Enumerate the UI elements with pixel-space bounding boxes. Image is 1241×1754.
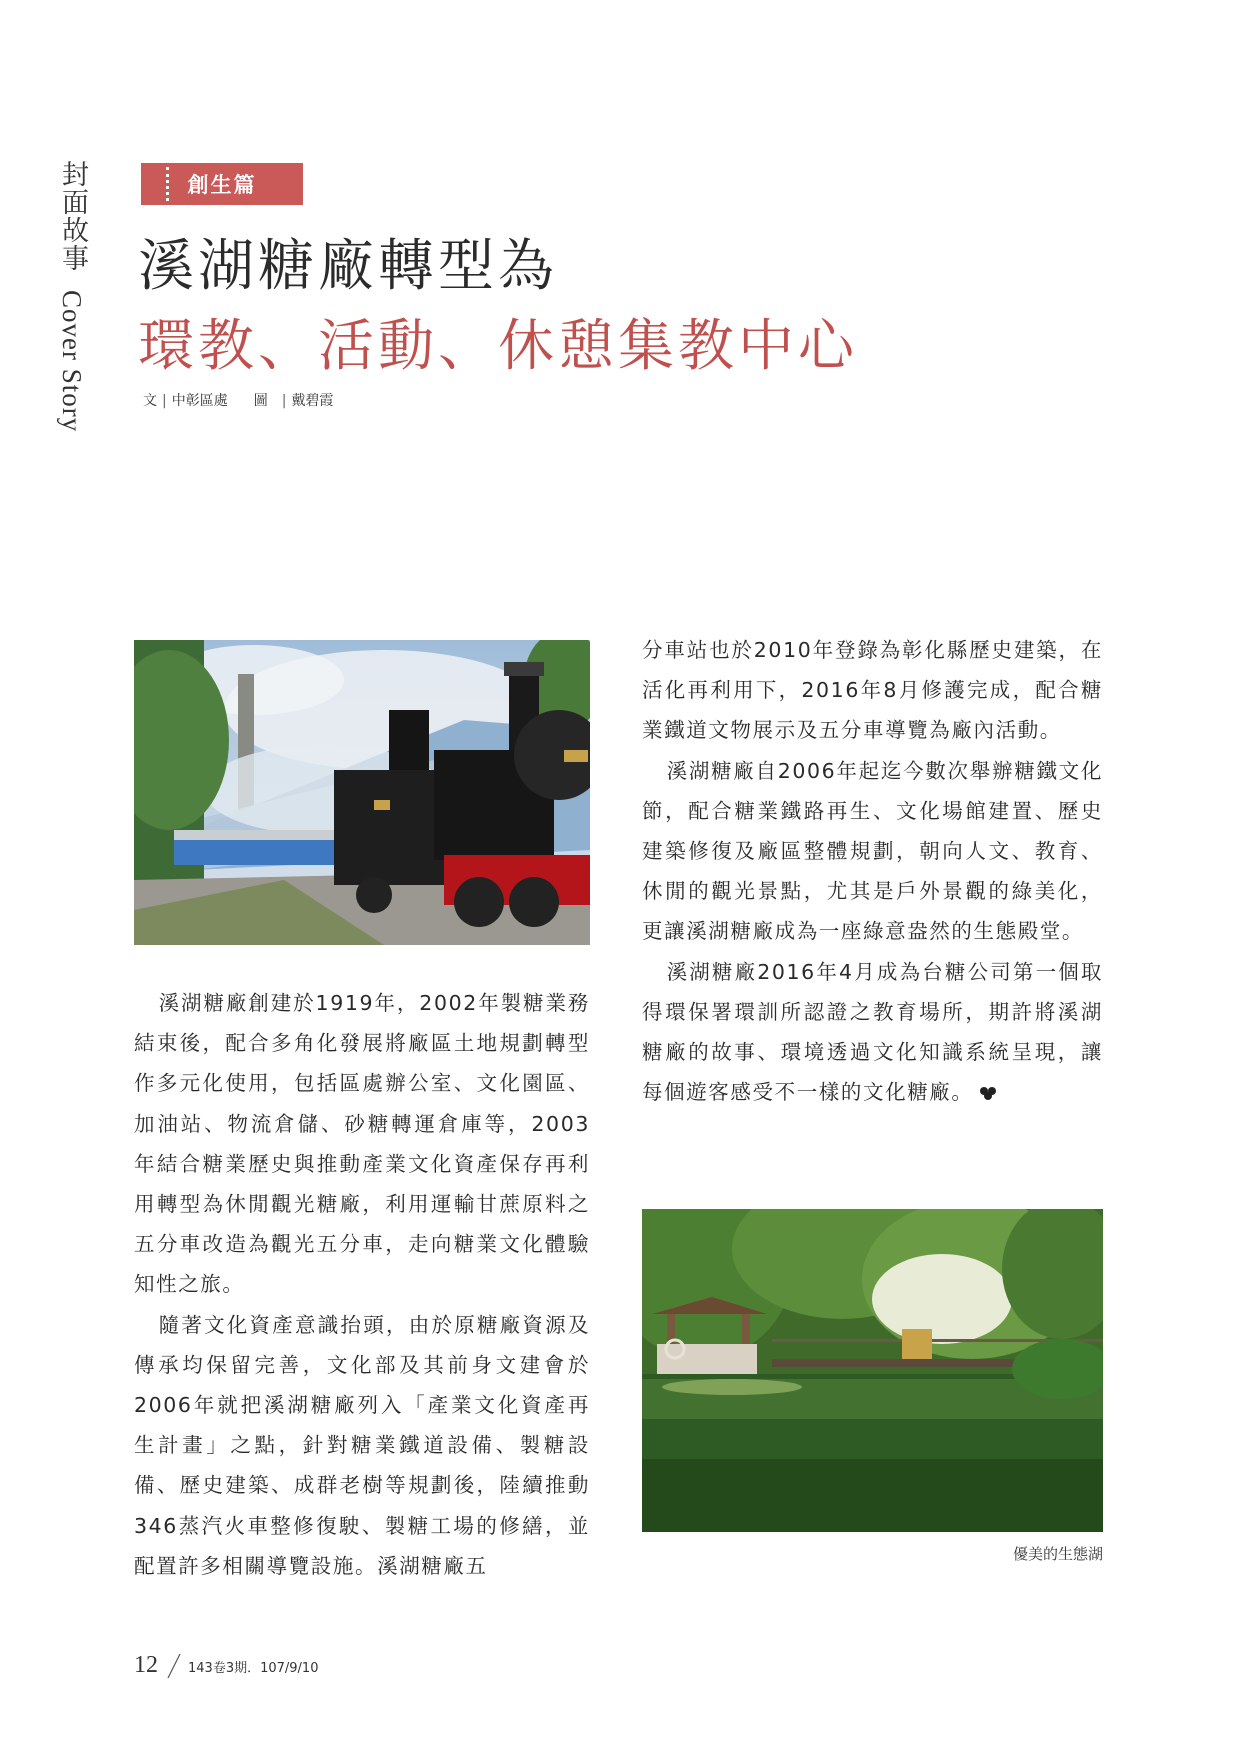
paragraph-text: 溪湖糖廠2016年4月成為台糖公司第一個取得環保署環訓所認證之教育場所，期許將溪湖糖廠的故事、環境透過文化知識系統呈現，讓每個遊客感受不一樣的文化糖廠。	[642, 959, 1103, 1105]
credits: 文 | 中彰區處 圖 | 戴碧霞	[143, 393, 334, 409]
paragraph: 隨著文化資產意識抬頭，由於原糖廠資源及傳承均保留完善，文化部及其前身文建會於2006年就把溪湖糖廠列入「產業文化資產再生計畫」之點，針對糖業鐵道設備、製糖設備、歷史建築、成群老樹等規劃後，陸續推動346蒸汽火車整修復駛、製糖工場的修繕，並配置許多相關導覽設施。溪湖糖廠五	[134, 1312, 590, 1578]
chapter-tag: 創生篇	[141, 163, 303, 205]
page-number: 12	[134, 1652, 158, 1678]
article-right-column	[642, 630, 1103, 1112]
photo-credit-label: 圖	[253, 393, 268, 409]
title-line-1: 溪湖糖廠轉型為	[138, 234, 558, 299]
text-credit-label: 文	[143, 393, 157, 409]
page-footer	[134, 1652, 318, 1679]
section-label-en: Cover Story	[57, 289, 87, 432]
title-line-2: 環教、活動、休憩集教中心	[138, 314, 858, 379]
article-left-column	[134, 983, 590, 1586]
section-label-zh: 封面故事	[57, 160, 88, 272]
steam-train-photo	[134, 640, 590, 945]
end-mark-icon	[978, 1085, 998, 1101]
text-credit-author: 中彰區處	[171, 393, 228, 409]
issue-info: 143卷3期．107/9/10	[188, 1661, 319, 1676]
ecological-lake-photo	[642, 1209, 1103, 1532]
divider-slash-icon	[166, 1653, 182, 1679]
section-label	[52, 160, 92, 432]
paragraph: 溪湖糖廠自2006年起迄今數次舉辦糖鐵文化節，配合糖業鐵路再生、文化場館建置、歷史建築修復及廠區整體規劃，朝向人文、教育、休閒的觀光景點，尤其是戶外景觀的綠美化，更讓溪湖糖廠成為一座綠意盎然的生態殿堂。	[642, 758, 1103, 944]
photo-credit-author: 戴碧霞	[291, 393, 334, 409]
lake-photo-caption: 優美的生態湖	[1012, 1545, 1103, 1563]
paragraph: 溪湖糖廠創建於1919年，2002年製糖業務結束後，配合多角化發展將廠區土地規劃轉型作多元化使用，包括區處辦公室、文化園區、加油站、物流倉儲、砂糖轉運倉庫等，2003年結合糖業歷史與推動產業文化資產保存再利用轉型為休閒觀光糖廠，利用運輸甘蔗原料之五分車改造為觀光五分車，走向糖業文化體驗知性之旅。	[134, 991, 590, 1297]
paragraph-continued: 分車站也於2010年登錄為彰化縣歷史建築，在活化再利用下，2016年8月修護完成，配合糖業鐵道文物展示及五分車導覽為廠內活動。	[642, 638, 1103, 743]
paragraph	[642, 952, 1103, 1113]
